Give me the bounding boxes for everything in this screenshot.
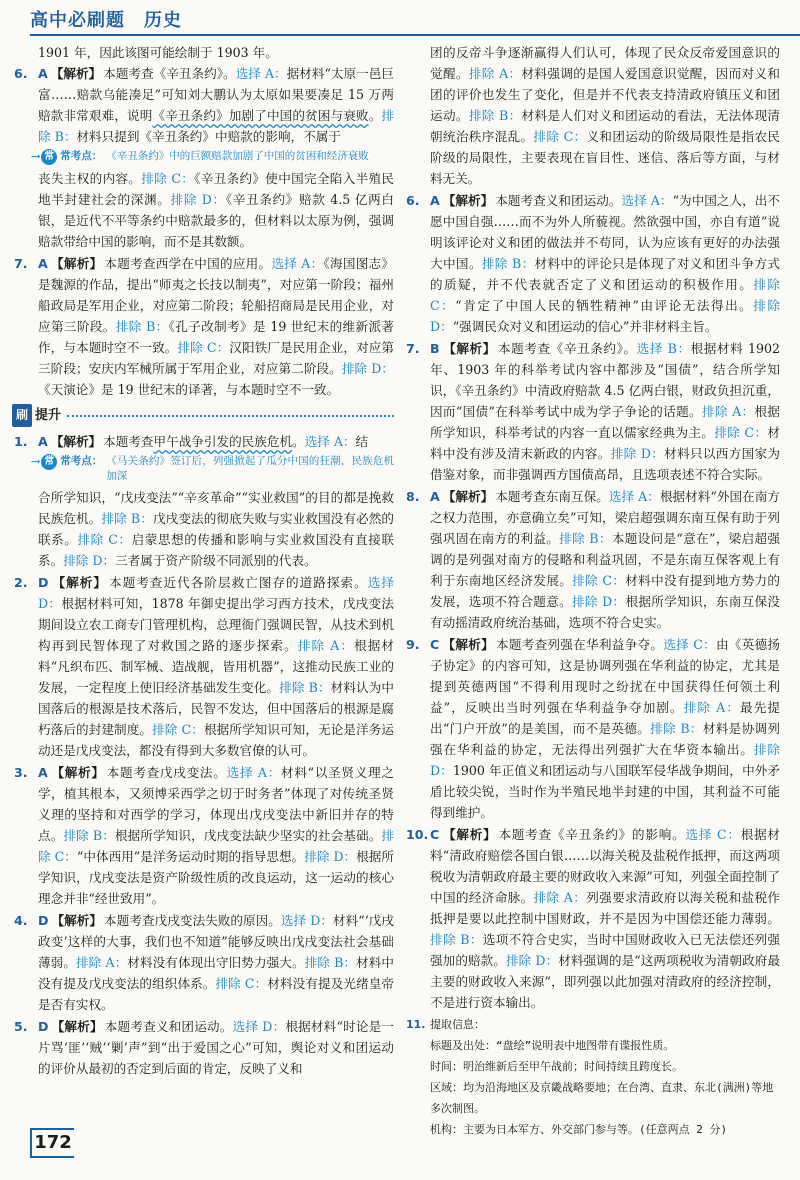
exclude-keyword: 排除 B： (559, 531, 612, 546)
text: 本题考查义和团运动。 (104, 1019, 233, 1034)
note-label: 常考点： (60, 455, 103, 467)
answer-t2 (14, 572, 395, 761)
answer-letter: A (38, 66, 48, 81)
exclude-keyword: 排除 B： (101, 511, 153, 526)
answer-r10 (406, 824, 781, 1013)
text: 《辛丑条约》使中国完全陷入半殖民地半封建社会的深渊。 (38, 171, 395, 207)
exclude-keyword: 排除 A： (533, 890, 587, 905)
analysis-tag: 【解析】 (50, 256, 103, 271)
question-number: 11. (406, 1018, 426, 1031)
choice-keyword: 选择 A： (621, 193, 673, 208)
text: 根据材料“凡织布匹、制军械、造战舰，皆用机器”，这推动民族工业的发展，一定程度上使旧经济基础发生变化。 (38, 638, 395, 695)
analysis-tag: 【解析】 (50, 765, 105, 780)
exclude-keyword: 排除 C： (38, 828, 395, 864)
question-number: 8. (406, 489, 420, 504)
exclude-keyword: 排除 C： (430, 277, 781, 313)
question-number: 2. (14, 575, 28, 590)
answer-t1-cont (38, 487, 394, 571)
exam-point-note (32, 454, 394, 484)
text: 最先提出“门户开放”的是美国，而不是英德。 (430, 700, 780, 736)
choice-keyword: 选择 A： (304, 434, 356, 449)
text: 丧失主权的内容。 (38, 171, 142, 186)
analysis-tag: 【解析】 (51, 575, 107, 590)
text: 材料没有体现出守旧势力强大。 (127, 955, 305, 970)
choice-keyword: 选择 A： (608, 489, 660, 504)
book-title: 高中必刷题 历史 (30, 10, 182, 31)
exclude-keyword: 排除 B： (468, 108, 522, 123)
exclude-keyword: 排除 D： (430, 742, 781, 778)
text: 《孔子改制考》是 19 世纪末的维新派著作，与本题时空不一致。 (38, 319, 395, 355)
text: 材料强调的是“这两项税收为清朝政府最主要的财政收入来源”，即列强以此加强对清政府的经济控制，不是进行资本输出。 (430, 953, 780, 1010)
text: 材料只以西方国家为借鉴对象，而非强调西方国债高昂，且选项表述不符合实际。 (430, 446, 781, 482)
exclude-keyword: 排除 B： (430, 932, 483, 947)
answer-letter: C (430, 637, 440, 652)
header-rule (30, 34, 800, 36)
answer-r8 (406, 486, 781, 633)
text: 由《英德扬子协定》的内容可知，这是协调列强在华利益的协定，尤其是提到英德两国“不得利用现时之纷扰在中国获得任何领土利益”，反映出当时列强在华利益争夺加剧。 (430, 637, 781, 715)
text: 汉阳铁厂是民用企业，对应第三阶段；安庆内军械所属于军用企业，对应第二阶段。 (38, 340, 395, 376)
question-number: 5. (14, 1019, 28, 1034)
text: 选项不符合史实，当时中国财政收入已无法偿还列强强加的赔款。 (430, 932, 780, 968)
answer-letter: D (38, 913, 49, 928)
text: 本题考查《辛丑条约》。 (103, 66, 236, 81)
text: “肯定了中国人民的牺牲精神”由评论无法得出。 (455, 298, 754, 313)
info-line: 时间：明治维新后至甲午战前；时间持续且跨度长。 (430, 1060, 683, 1073)
exclude-keyword: 排除 C： (177, 340, 230, 355)
analysis-tag: 【解析】 (50, 66, 102, 81)
text: 本题考查西学在中国的应用。 (104, 256, 272, 271)
question-number: 9. (406, 637, 420, 652)
choice-keyword: 选择 C： (685, 827, 741, 842)
exclude-keyword: 排除 B： (481, 256, 535, 271)
answer-6-cont (38, 168, 394, 252)
page-number: 172 (30, 1128, 74, 1158)
exclude-keyword: 排除 D： (571, 594, 626, 609)
exclude-keyword: 排除 B： (650, 721, 703, 736)
answer-letter: D (38, 1019, 49, 1034)
text: 戊戌变法的彻底失败与实业救国没有必然的联系。 (38, 511, 395, 547)
choice-keyword: 选择 D： (38, 575, 395, 611)
text: 根据材料“外国在南方之权力范围，亦意确立矣”可知，梁启超强调东南互保有助于列强巩固在南方的利益。 (430, 489, 780, 546)
answer-letter: A (430, 489, 440, 504)
text: 三者属于资产阶级不同派别的代表。 (115, 553, 317, 568)
text: 材料没有提及光绪皇帝是否有实权。 (38, 976, 395, 1012)
answer-t3 (14, 762, 395, 909)
text: 义和团运动的阶级局限性是指农民阶级的局限性，主要表现在盲目性、迷信、落后等方面，与材料无关。 (430, 129, 781, 186)
exclude-keyword: 排除 C： (215, 976, 268, 991)
text: 本题考查《辛丑条约》的影响。 (498, 827, 686, 842)
key-point: 《辛丑条约》加剧了中国的贫困与衰败 (152, 108, 369, 123)
question-number: 7. (14, 256, 28, 271)
exclude-keyword: 排除 A： (701, 404, 755, 419)
text: 《辛丑条约》赔款 4.5 亿两白银，是近代不平等条约中赔款最多的，但材料以太原为例，强调赔款带给中国的影响，而不是其数额。 (38, 192, 394, 249)
info-heading: 提取信息： (430, 1018, 485, 1031)
analysis-tag: 【解析】 (442, 193, 494, 208)
question-number: 7. (406, 341, 420, 356)
text: 根据材料 1902 年、1903 年的科举考试内容中都涉及“国债”，结合所学知识，《辛丑条约》中清政府赔款 4.5 亿两白银，财政负担沉重，因而“国债”在科举考试中成为学子争论的话题。 (430, 341, 780, 419)
text: 根据材料“清政府赔偿各国白银……以海关税及盐税作抵押，而这两项税收为清朝政府最主要的财政收入来源”可知，列强全面控制了中国的经济命脉。 (430, 827, 781, 905)
exclude-keyword: 排除 B： (38, 108, 394, 144)
exclude-keyword: 排除 A： (76, 955, 128, 970)
text: 本题考查戊戌变法。 (106, 765, 227, 780)
analysis-tag: 【解析】 (51, 1019, 103, 1034)
info-line: 区域：均为沿海地区及京畿战略要地；在台湾、直隶、东北(满洲)等地多次制图。 (430, 1081, 774, 1115)
answer-letter: A (38, 256, 48, 271)
left-column (14, 42, 395, 1080)
analysis-tag: 【解析】 (442, 827, 497, 842)
text: 根据所学知识，科举考试的内容一直以儒家经典为主。 (430, 404, 780, 440)
text: 材料认为中国落后的根源是技术落后，民智不发达，但中国落后的根源是腐朽落后的封建制度。 (38, 680, 395, 737)
text: 材料只提到《辛丑条约》中赔款的影响，不属于 (76, 129, 341, 144)
answer-t5 (14, 1016, 394, 1079)
info-line: 机构：主要为日本军方、外交部门参与等。(任意两点 2 分) (430, 1123, 728, 1136)
arrow-icon: ⟶ (32, 454, 40, 468)
text: 材料中没有提到地方势力的发展，选项不符合题意。 (430, 573, 781, 609)
exclude-keyword: 排除 A： (297, 638, 355, 653)
text: 本题考查东南互保。 (495, 489, 609, 504)
text: 根据所学知识，东南互保没有动摇清政府统治基础，选项不符合史实。 (430, 594, 781, 630)
exclude-keyword: 排除 B： (304, 955, 357, 970)
exclude-keyword: 排除 B： (115, 319, 169, 334)
text: 。 (368, 108, 382, 123)
exclude-keyword: 排除 A： (468, 66, 522, 81)
answer-letter: C (430, 827, 440, 842)
text: 根据材料“时论是一片骂‘匪’‘贼’‘剿’声”到“出于爱国之心”可知，舆论对义和团运动的评价从最初的否定到后面的肯定，反映了义和 (38, 1019, 394, 1076)
section-title: 提升 (35, 408, 62, 423)
question-number: 6. (406, 193, 420, 208)
section-badge: 刷 (12, 404, 32, 427)
exclude-keyword: 排除 C： (572, 573, 626, 588)
exclude-keyword: 排除 C： (77, 532, 132, 547)
text: 。 (292, 434, 305, 449)
text: 根据所学知识，戊戌变法是资产阶级性质的改良运动，这一运动的核心理念并非“经世致用”。 (38, 849, 394, 906)
exclude-keyword: 排除 C： (533, 129, 587, 144)
answer-t1 (14, 431, 394, 452)
answer-letter: D (38, 575, 49, 590)
analysis-tag: 【解析】 (50, 434, 102, 449)
question-number: 6. (14, 66, 28, 81)
exclude-keyword: 排除 B： (279, 680, 331, 695)
text: 根据材料可知，1878 年御史提出学习西方技术，戊戌变法期间设立农工商专门管理机构，总理衙门强调民智，从技术到机构再到民智体现了对救国之路的逐步探索。 (38, 596, 394, 653)
answer-r9 (406, 634, 781, 823)
text: 根据所学知识可知，无论是洋务运动还是戊戌变法，都没有得到大多数官僚的认可。 (38, 722, 395, 758)
text: 团的反帝斗争逐渐赢得人们认可，体现了民众反帝爱国意识的觉醒。 (430, 45, 780, 81)
answer-r7 (406, 338, 781, 485)
analysis-tag: 【解析】 (442, 489, 494, 504)
text: 材料中没有提及戊戌变法的组织体系。 (38, 955, 395, 991)
exclude-keyword: 排除 D： (506, 953, 559, 968)
answer-letter: A (38, 434, 48, 449)
exclude-keyword: 排除 D： (430, 298, 780, 334)
exclude-keyword: 排除 D： (304, 849, 357, 864)
note-text: 《辛丑条约》中的巨额赔款加剧了中国的贫困和经济衰败 (106, 150, 369, 162)
key-point: 甲午战争引发的民族危机 (153, 434, 293, 449)
text: 本题考查近代各阶层救亡图存的道路探索。 (108, 575, 368, 590)
note-text: 《马关条约》签订后，列强掀起了瓜分中国的狂潮，民族危机加深 (106, 455, 394, 482)
text: 根据所学知识，戊戌变法缺少坚实的社会基础。 (114, 828, 382, 843)
arrow-icon: ⟶ (32, 149, 40, 163)
text: 《天演论》是 19 世纪末的译著，与本题时空不一致。 (38, 382, 340, 397)
choice-keyword: 选择 B： (636, 341, 691, 356)
question-number: 3. (14, 765, 28, 780)
intro-line: 1901 年，因此该图可能绘制于 1903 年。 (38, 45, 278, 60)
choice-keyword: 选择 C： (663, 637, 716, 652)
exclude-keyword: 排除 D： (610, 446, 665, 461)
exam-point-note (32, 149, 394, 165)
choice-keyword: 选择 A： (226, 765, 282, 780)
answer-r11 (406, 1014, 780, 1140)
analysis-tag: 【解析】 (51, 913, 103, 928)
question-number: 4. (14, 913, 28, 928)
text: 材料“以圣贤义理之学，植其根本，又须博采西学之切于时务者”体现了对传统圣贤义理的坚持和对西学的学习，体现出戊戌变法中新旧并存的特点。 (38, 765, 394, 843)
answer-t4 (14, 910, 395, 1015)
right-column (406, 42, 781, 1140)
answer-6 (14, 63, 395, 147)
section-header-tisheng (12, 404, 394, 427)
exam-point-icon: 常 (41, 454, 57, 470)
answer-t5-cont (430, 42, 780, 189)
text: “中体西用”是洋务运动时期的指导思想。 (76, 849, 305, 864)
text: “为中国之人，出不愿中国自强……而不为外人所藐视。然欲强中国，亦自有道”说明该评论对义和团的做法并不苟同，认为应该有更好的办法强大中国。 (430, 193, 780, 271)
text: 本题考查戊戌变法失败的原因。 (104, 913, 281, 928)
choice-keyword: 选择 D： (280, 913, 334, 928)
text: 材料中的评论只是体现了对义和团斗争方式的质疑，并不代表就否定了义和团运动的积极作用。 (430, 256, 781, 292)
text: 合所学知识，“戊戌变法”“辛亥革命”“实业救国”的目的都是挽救民族危机。 (38, 490, 394, 526)
text: “强调民众对义和团运动的信心”并非材料主旨。 (452, 319, 718, 334)
choice-keyword: 选择 A： (271, 256, 324, 271)
text: 据材料“太原一邑巨富……赔款乌能凑足”可知刘大鹏认为太原如果要凑足 15 万两赔款非常艰难，说明 (38, 66, 395, 123)
answer-letter: B (430, 341, 440, 356)
question-number: 10. (406, 827, 429, 842)
exclude-keyword: 排除 A： (683, 700, 741, 715)
section-divider (67, 415, 394, 417)
choice-keyword: 选择 D： (232, 1019, 286, 1034)
answer-letter: A (38, 765, 48, 780)
text: 本题考查 (103, 434, 154, 449)
exclude-keyword: 排除 D： (63, 553, 116, 568)
choice-keyword: 选择 A： (235, 66, 287, 81)
text: 材料强调的是国人爱国意识觉醒，因而对义和团的评价也发生了变化，但是并不代表支持清政府镇压义和团运动。 (430, 66, 781, 123)
text: 材料是人们对义和团运动的看法，无法体现清朝统治秩序混乱。 (430, 108, 781, 144)
answer-7 (14, 253, 395, 400)
question-number: 1. (14, 434, 28, 449)
page-header (0, 0, 800, 38)
exclude-keyword: 排除 D： (170, 192, 226, 207)
answer-letter: A (430, 193, 440, 208)
note-label: 常考点： (60, 150, 103, 162)
exclude-keyword: 排除 C： (714, 425, 768, 440)
text: 材料“‘戊戌政变’这样的大事，我们也不知道”能够反映出戊戌变法社会基础薄弱。 (38, 913, 394, 970)
text: 本题考查《辛丑条约》。 (497, 341, 637, 356)
answer-r6 (406, 190, 781, 337)
analysis-tag: 【解析】 (442, 341, 496, 356)
text: 1900 年正值义和团运动与八国联军侵华战争期间，中外矛盾比较尖锐，当时作为半殖民地半封建的中国，其利益不可能得到维护。 (430, 763, 780, 820)
text: 本题考查义和团运动。 (495, 193, 622, 208)
exclude-keyword: 排除 B： (63, 828, 115, 843)
text: 材料中没有涉及清末新政的内容。 (430, 425, 781, 461)
exam-point-icon: 常 (41, 149, 57, 165)
text: 列强要求清政府以海关税和盐税作抵押是要以此控制中国财政，并不是因为中国偿还能力薄弱。 (430, 890, 781, 926)
text: 结 (355, 434, 369, 449)
analysis-tag: 【解析】 (442, 637, 494, 652)
text: 《海国图志》是魏源的作品，提出“师夷之长技以制夷”，对应第一阶段；福州船政局是军用企业，对应第二阶段；轮船招商局是民用企业，对应第三阶段。 (38, 256, 394, 334)
info-line: 标题及出处：“盘绘”说明表中地图带有谍报性质。 (430, 1039, 675, 1052)
exclude-keyword: 排除 D： (341, 361, 394, 376)
text: 本题考查列强在华利益争夺。 (495, 637, 664, 652)
text: 本题设问是“意在”，梁启超强调的是列强对南方的侵略和利益巩固，不是东南互保客观上有利于东南地区经济发展。 (430, 531, 780, 588)
exclude-keyword: 排除 C： (152, 722, 204, 737)
exclude-keyword: 排除 C： (141, 171, 195, 186)
text: 材料是协调列强在华利益的协定，无法得出列强扩大在华资本输出。 (430, 721, 780, 757)
text: 启蒙思想的传播和影响与实业救国没有直接联系。 (38, 532, 395, 568)
